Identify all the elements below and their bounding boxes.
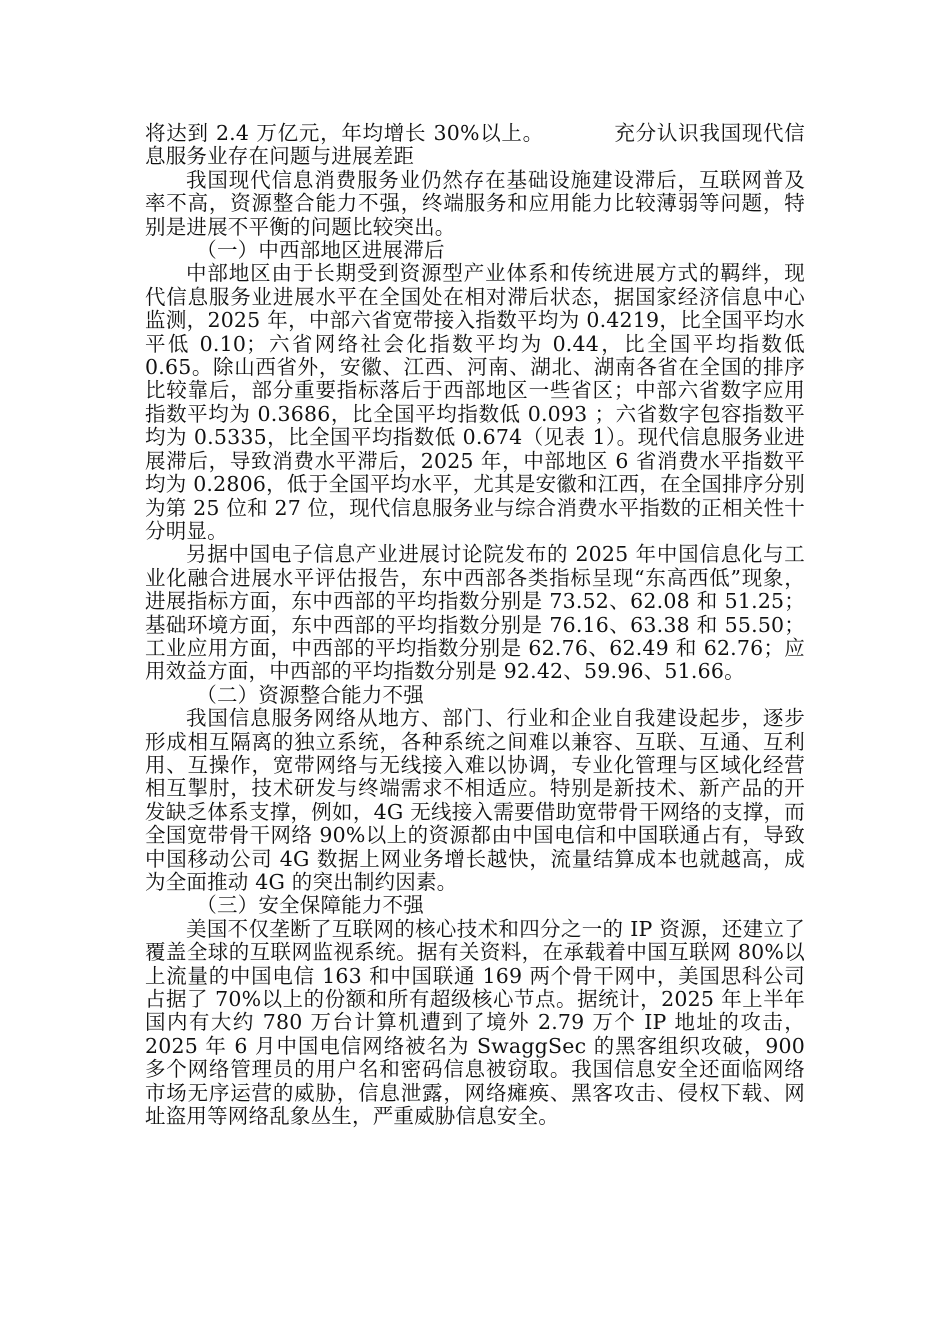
intro-paragraph: 我国现代信息消费服务业仍然存在基础设施建设滞后，互联网普及率不高，资源整合能力不强，终端服务和应用能力比较薄弱等问题，特别是进展不平衡的问题比较突出。 [145, 167, 805, 239]
section-3-paragraph-1: 美国不仅垄断了互联网的核心技术和四分之一的 IP 资源，还建立了覆盖全球的互联网监视系统。据有关资料，在承载着中国互联网 80%以上流量的中国电信 163 和中国联通 169 两个骨干网中，美国思科公司占据了 70%以上的份额和所有超级核心节点。据统计，2025 年上半年国内有大约 780 万台计算机遭到了境外 2.79 万个 IP 地址的攻击，2025 年 6 月中国电信网络被名为 SwaggSec 的黑客组织攻破，900 多个网络管理员的用户名和密码信息被窃取。我国信息安全还面临网络市场无序运营的威胁，信息泄露，网络瘫痪、黑客攻击、侵权下载、网址盗用等网络乱象丛生，严重威胁信息安全。 [145, 916, 805, 1129]
section-2-paragraph-1: 我国信息服务网络从地方、部门、行业和企业自我建设起步，逐步形成相互隔离的独立系统，各种系统之间难以兼容、互联、互通、互利用、互操作，宽带网络与无线接入难以协调，专业化管理与区域化经营相互掣肘，技术研发与终端需求不相适应。特别是新技术、新产品的开发缺乏体系支撑，例如，4G 无线接入需要借助宽带骨干网络的支撑，而全国宽带骨干网络 90%以上的资源都由中国电信和中国联通占有，导致中国移动公司 4G 数据上网业务增长越快，流量结算成本也就越高，成为全面推动 4G 的突出制约因素。 [145, 706, 805, 894]
intro-line [145, 122, 805, 169]
intro-fragment: 将达到 2.4 万亿元，年均增长 30%以上。 [145, 121, 544, 145]
section-1-paragraph-2: 另据中国电子信息产业进展讨论院发布的 2025 年中国信息化与工业化融合进展水平评估报告，东中西部各类指标呈现“东高西低”现象，进展指标方面，东中西部的平均指数分别是 73.52、62.08 和 51.25；基础环境方面，东中西部的平均指数分别是 76.16、63.38 和 55.50；工业应用方面，中西部的平均指数分别是 62.76、62.49 和 62.76；应用效益方面，中西部的平均指数分别是 92.42、59.96、51.66。 [145, 542, 805, 684]
section-heading-3: （三）安全保障能力不强 [196, 893, 424, 918]
section-heading-2: （二）资源整合能力不强 [196, 682, 424, 707]
section-1-paragraph-1: 中部地区由于长期受到资源型产业体系和传统进展方式的羁绊，现代信息服务业进展水平在全国处在相对滞后状态，据国家经济信息中心监测，2025 年，中部六省宽带接入指数平均为 0.4219，比全国平均水平低 0.10；六省网络社会化指数平均为 0.44，比全国平均指数低 0.65。除山西省外，安徽、江西、河南、湖北、湖南各省在全国的排序比较靠后，部分重要指标落后于西部地区一些省区；中部六省数字应用指数平均为 0.3686，比全国平均指数低 0.093 ；六省数字包容指数平均为 0.5335，比全国平均指数低 0.674（见表 1）。现代信息服务业进展滞后，导致消费水平滞后，2025 年，中部地区 6 省消费水平指数平均为 0.2806，低于全国平均水平，尤其是安徽和江西，在全国排序分别为第 25 位和 27 位，现代信息服务业与综合消费水平指数的正相关性十分明显。 [145, 261, 805, 543]
document-page [145, 122, 805, 1128]
section-heading-1: （一）中西部地区进展滞后 [196, 238, 445, 263]
section-title-inline: 充分认识我国现代信息服务业存在问题与进展差距 [145, 121, 805, 169]
